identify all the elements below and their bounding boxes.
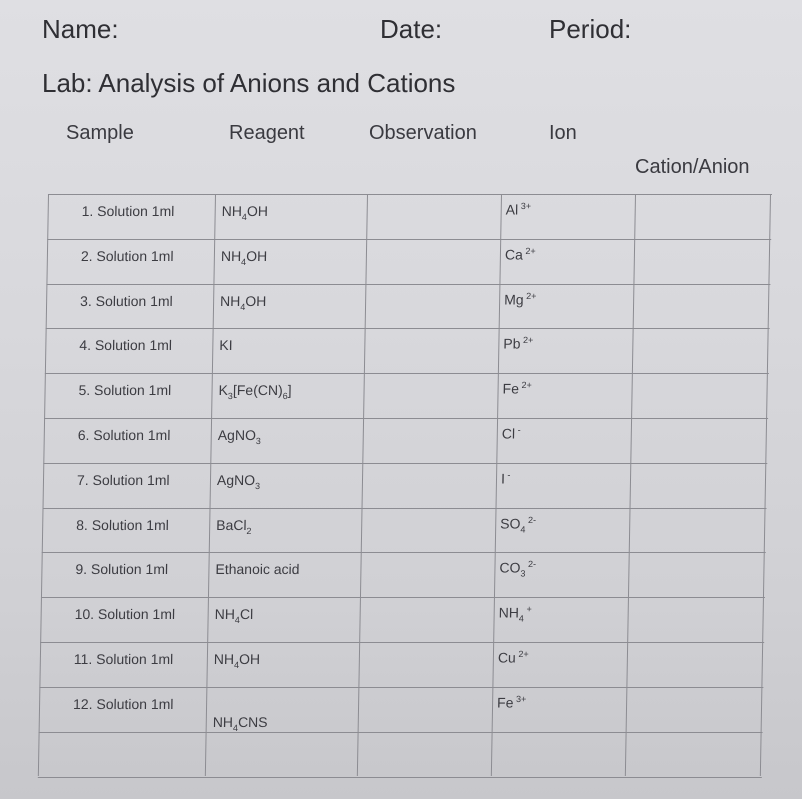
table-row bbox=[41, 552, 766, 598]
table-row bbox=[45, 328, 770, 374]
table-row bbox=[46, 239, 771, 285]
table-row bbox=[39, 642, 764, 688]
date-label: Date: bbox=[380, 14, 443, 44]
ion-cell: $CO_3$ $^{2-}$ bbox=[499, 559, 537, 579]
reagent-cell: Ethanoic acid bbox=[215, 561, 300, 578]
ion-cell: I - bbox=[500, 469, 511, 487]
table-row bbox=[46, 284, 771, 330]
column-header-observation: Observation bbox=[369, 122, 477, 144]
reagent-cell: KI bbox=[219, 337, 233, 354]
sample-cell: 6. Solution 1ml bbox=[77, 427, 171, 443]
column-header-ion: Ion bbox=[549, 122, 577, 144]
table-row bbox=[39, 687, 764, 733]
reagent-cell: AgNO$_3$ bbox=[217, 427, 261, 446]
reagent-cell: $K_3[Fe(CN)_6]$ bbox=[218, 382, 292, 401]
sample-cell: 2. Solution 1ml bbox=[80, 247, 174, 264]
table-row bbox=[43, 418, 768, 464]
ion-cell: Pb $^{2+}$ bbox=[503, 335, 534, 353]
results-table bbox=[38, 194, 772, 776]
sample-cell: 1. Solution 1ml bbox=[81, 203, 175, 219]
lab-title: Lab: Analysis of Anions and Cations bbox=[42, 68, 456, 98]
sample-cell: 12. Solution 1ml bbox=[72, 695, 174, 712]
sample-cell: 4. Solution 1ml bbox=[79, 337, 173, 354]
reagent-cell: BaCl$_2$ bbox=[216, 516, 252, 536]
table-row bbox=[43, 463, 768, 509]
period-label: Period: bbox=[549, 14, 632, 44]
table-row bbox=[47, 194, 772, 240]
ion-cell: Ca $^{2+}$ bbox=[504, 245, 536, 263]
ion-cell: $SO_4$ $^{2-}$ bbox=[500, 514, 537, 535]
reagent-cell: $NH_4Cl$ bbox=[214, 606, 254, 625]
sample-cell: 11. Solution 1ml bbox=[73, 651, 174, 667]
column-header-sample: Sample bbox=[66, 122, 134, 144]
reagent-cell: $NH_4OH$ bbox=[220, 247, 268, 267]
reagent-cell: $NH_4OH$ bbox=[219, 292, 267, 312]
sample-cell: 7. Solution 1ml bbox=[76, 471, 170, 488]
column-header-reagent: Reagent bbox=[229, 122, 305, 144]
sample-cell: 3. Solution 1ml bbox=[79, 292, 173, 309]
sample-cell: 10. Solution 1ml bbox=[74, 606, 176, 623]
ion-cell: Fe $^{3+}$ bbox=[496, 693, 527, 711]
sample-cell: 5. Solution 1ml bbox=[78, 382, 172, 399]
name-label: Name: bbox=[42, 14, 119, 44]
table-row bbox=[42, 508, 767, 554]
sample-cell: 9. Solution 1ml bbox=[75, 561, 169, 578]
reagent-cell: $NH_4CNS$ bbox=[212, 713, 268, 733]
table-row bbox=[38, 732, 763, 779]
ion-cell: $NH_4$ + bbox=[498, 604, 532, 624]
reagent-cell: $NH_4OH$ bbox=[213, 651, 261, 670]
table-row bbox=[40, 597, 765, 643]
ion-cell: Al $^{3+}$ bbox=[505, 201, 532, 218]
reagent-cell: $NH_4OH$ bbox=[221, 203, 269, 222]
column-header-cation-anion: Cation/Anion bbox=[635, 156, 750, 178]
reagent-cell: AgNO$_3$ bbox=[216, 471, 261, 491]
sample-cell: 8. Solution 1ml bbox=[76, 516, 169, 533]
ion-cell: Mg $^{2+}$ bbox=[504, 290, 537, 308]
table-row bbox=[44, 373, 769, 419]
ion-cell: Cu $^{2+}$ bbox=[497, 649, 529, 666]
ion-cell: Cl - bbox=[501, 425, 521, 442]
ion-cell: Fe $^{2+}$ bbox=[502, 380, 532, 397]
